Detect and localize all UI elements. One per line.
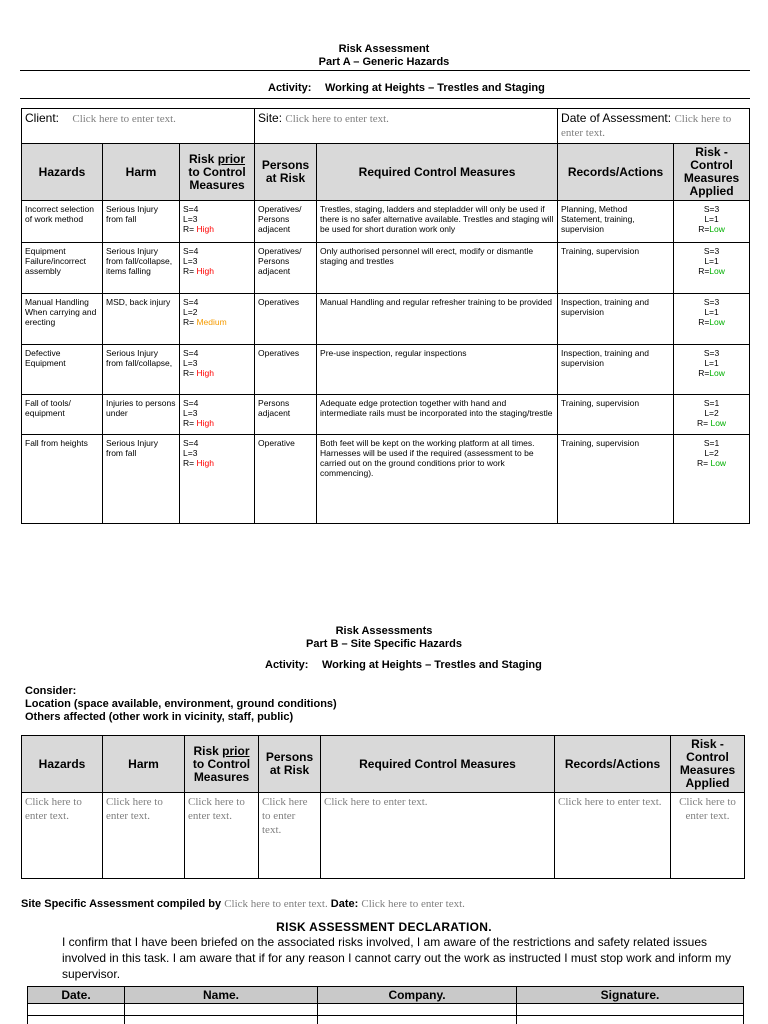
col-risk-prior: Risk prior to Control Measures <box>180 144 255 201</box>
risk-rating: R= High <box>183 418 214 428</box>
risk-rating-value: Medium <box>196 317 227 327</box>
records-cell: Training, supervision <box>558 395 674 435</box>
ctrl-rating-value: Low <box>710 458 727 468</box>
risk-likelihood: L=3 <box>183 214 198 224</box>
risk-applied-cell <box>674 243 750 294</box>
risk-severity: S=4 <box>183 297 199 307</box>
b-col-harm: Harm <box>103 736 185 793</box>
measures-cell: Only authorised personnel will erect, modify or dismantle staging and trestles <box>317 243 558 294</box>
col-harm: Harm <box>103 144 180 201</box>
persons-cell: Operatives/ Persons adjacent <box>255 201 317 243</box>
hazard-cell: Incorrect selection of work method <box>22 201 103 243</box>
part-a-activity-label: Activity: <box>268 82 312 94</box>
ctrl-severity: S=3 <box>703 204 720 214</box>
col-persons: Persons at Risk <box>255 144 317 201</box>
harm-cell: Serious Injury from fall <box>103 201 180 243</box>
ctrl-severity: S=1 <box>703 398 720 408</box>
part-a-activity-value: Working at Heights – Trestles and Staging <box>325 82 545 94</box>
risk-severity: S=4 <box>183 398 199 408</box>
risk-prior-cell <box>180 201 255 243</box>
signoff-signature-cell[interactable] <box>517 1004 744 1016</box>
ctrl-severity: S=3 <box>703 348 720 358</box>
ctrl-rating: R=Low <box>698 266 725 276</box>
risk-likelihood: L=3 <box>183 408 198 418</box>
part-b-activity-value: Working at Heights – Trestles and Staging <box>322 659 542 671</box>
ctrl-rating-value: Low <box>710 418 727 428</box>
ctrl-likelihood: L=1 <box>704 256 719 266</box>
client-field[interactable]: Click here to enter text. <box>72 113 176 125</box>
signoff-col-signature: Signature. <box>517 987 744 1004</box>
col-records: Records/Actions <box>558 144 674 201</box>
risk-applied-cell <box>674 345 750 395</box>
risk-prior-cell <box>180 294 255 345</box>
signoff-company-cell[interactable] <box>318 1016 517 1024</box>
risk-prior-cell <box>180 345 255 395</box>
b-col-records: Records/Actions <box>555 736 671 793</box>
risk-severity: S=4 <box>183 348 199 358</box>
b-col-hazards: Hazards <box>22 736 103 793</box>
site-label: Site: <box>258 111 283 125</box>
risk-prior-cell <box>180 395 255 435</box>
ctrl-rating: R=Low <box>698 317 725 327</box>
ctrl-rating-value: Low <box>709 317 725 327</box>
generic-hazards-table <box>21 108 750 524</box>
ctrl-likelihood: L=2 <box>704 408 719 418</box>
ctrl-severity: S=1 <box>703 438 720 448</box>
site-cell[interactable] <box>255 109 558 144</box>
date-label: Date of Assessment: <box>561 111 672 125</box>
b-measures-field[interactable]: Click here to enter text. <box>321 793 555 879</box>
signoff-col-date: Date. <box>28 987 125 1004</box>
persons-cell: Operatives/ Persons adjacent <box>255 243 317 294</box>
b-col-measures: Required Control Measures <box>321 736 555 793</box>
ctrl-rating-value: Low <box>709 266 725 276</box>
compiled-field[interactable]: Click here to enter text. <box>224 898 328 910</box>
risk-rating: R= High <box>183 368 214 378</box>
site-field[interactable]: Click here to enter text. <box>285 113 389 125</box>
signoff-table <box>27 986 744 1024</box>
signoff-col-name: Name. <box>125 987 318 1004</box>
measures-cell: Pre-use inspection, regular inspections <box>317 345 558 395</box>
col-measures: Required Control Measures <box>317 144 558 201</box>
records-cell: Planning, Method Statement, training, supervision <box>558 201 674 243</box>
part-b-activity-label: Activity: <box>265 659 309 671</box>
risk-severity: S=4 <box>183 246 199 256</box>
declaration-title: RISK ASSESSMENT DECLARATION. <box>276 920 492 934</box>
b-col-risk-applied: Risk - Control Measures Applied <box>671 736 745 793</box>
b-records-field[interactable]: Click here to enter text. <box>555 793 671 879</box>
part-a-divider <box>20 70 750 71</box>
b-col-persons: Persons at Risk <box>259 736 321 793</box>
ctrl-likelihood: L=1 <box>704 214 719 224</box>
harm-cell: Injuries to persons under <box>103 395 180 435</box>
date-cell[interactable] <box>558 109 750 144</box>
persons-cell: Operatives <box>255 294 317 345</box>
ctrl-likelihood: L=2 <box>704 448 719 458</box>
risk-rating: R= Medium <box>183 317 227 327</box>
risk-likelihood: L=3 <box>183 448 198 458</box>
declaration-text: I confirm that I have been briefed on the associated risks involved, I am aware of the restrictions and safety related issues involved in this task. I am aware that if for any reason I cannot carry out the work as instructed I must stop work and inform my supervisor. <box>62 935 731 981</box>
ctrl-rating-value: Low <box>709 368 725 378</box>
risk-applied-cell <box>674 294 750 345</box>
site-specific-table <box>21 735 745 879</box>
measures-cell: Manual Handling and regular refresher training to be provided <box>317 294 558 345</box>
hazard-row <box>22 201 750 243</box>
consider-heading: Consider: <box>25 685 77 697</box>
signoff-company-cell[interactable] <box>318 1004 517 1016</box>
risk-prior-cell <box>180 243 255 294</box>
signoff-name-cell[interactable] <box>125 1016 318 1024</box>
risk-applied-cell <box>674 201 750 243</box>
harm-cell: MSD, back injury <box>103 294 180 345</box>
date-field[interactable]: Click here to enter text. <box>561 113 732 139</box>
client-cell[interactable] <box>22 109 255 144</box>
measures-cell: Adequate edge protection together with hand and intermediate rails must be incorporated into the staging/trestle <box>317 395 558 435</box>
harm-cell: Serious Injury from fall <box>103 435 180 524</box>
risk-rating-value: High <box>196 368 214 378</box>
ctrl-likelihood: L=1 <box>704 358 719 368</box>
col-hazards: Hazards <box>22 144 103 201</box>
records-cell: Training, supervision <box>558 435 674 524</box>
ctrl-rating: R= Low <box>697 418 727 428</box>
hazard-cell: Manual Handling When carrying and erecting <box>22 294 103 345</box>
signoff-date-cell[interactable] <box>28 1016 125 1024</box>
compiled-date-label: Date: <box>330 898 359 910</box>
risk-rating: R= High <box>183 224 214 234</box>
risk-rating: R= High <box>183 458 214 468</box>
b-col-risk-prior: Risk prior to Control Measures <box>185 736 259 793</box>
hazard-row <box>22 345 750 395</box>
hazard-row <box>22 243 750 294</box>
ctrl-rating: R=Low <box>698 224 725 234</box>
records-cell: Inspection, training and supervision <box>558 294 674 345</box>
risk-rating: R= High <box>183 266 214 276</box>
risk-likelihood: L=2 <box>183 307 198 317</box>
ctrl-severity: S=3 <box>703 297 720 307</box>
hazard-cell: Equipment Failure/incorrect assembly <box>22 243 103 294</box>
b-harm-field[interactable]: Click here to enter text. <box>103 793 185 879</box>
ctrl-severity: S=3 <box>703 246 720 256</box>
risk-likelihood: L=3 <box>183 256 198 266</box>
measures-cell: Both feet will be kept on the working platform at all times. Harnesses will be used if the required (assessment to be carried out on the ground conditions prior to work commencing). <box>317 435 558 524</box>
signoff-date-cell[interactable] <box>28 1004 125 1016</box>
risk-severity: S=4 <box>183 438 199 448</box>
harm-cell: Serious Injury from fall/collapse, items falling <box>103 243 180 294</box>
risk-applied-cell <box>674 435 750 524</box>
hazard-cell: Fall of tools/ equipment <box>22 395 103 435</box>
risk-likelihood: L=3 <box>183 358 198 368</box>
b-persons-field[interactable]: Click here to enter text. <box>259 793 321 879</box>
part-b-title: Risk Assessments <box>335 625 433 637</box>
records-cell: Inspection, training and supervision <box>558 345 674 395</box>
ctrl-rating: R= Low <box>697 458 727 468</box>
part-a-title: Risk Assessment <box>338 43 430 55</box>
risk-rating-value: High <box>196 458 214 468</box>
signoff-signature-cell[interactable] <box>517 1016 744 1024</box>
compiled-label: Site Specific Assessment compiled by <box>21 898 222 910</box>
persons-cell: Operatives <box>255 345 317 395</box>
signoff-col-company: Company. <box>318 987 517 1004</box>
risk-rating-value: High <box>196 224 214 234</box>
b-risk-applied-field[interactable]: Click here to enter text. <box>671 793 745 879</box>
risk-applied-cell <box>674 395 750 435</box>
hazard-cell: Defective Equipment <box>22 345 103 395</box>
records-cell: Training, supervision <box>558 243 674 294</box>
b-risk-prior-field[interactable]: Click here to enter text. <box>185 793 259 879</box>
measures-cell: Trestles, staging, ladders and stepladder will only be used if there is no safer alternative available. Trestles and staging will be used for short duration work only <box>317 201 558 243</box>
risk-prior-cell <box>180 435 255 524</box>
persons-cell: Operative <box>255 435 317 524</box>
col-risk-applied: Risk - Control Measures Applied <box>674 144 750 201</box>
compiled-date-field[interactable]: Click here to enter text. <box>361 898 465 910</box>
persons-cell: Persons adjacent <box>255 395 317 435</box>
part-b-subtitle: Part B – Site Specific Hazards <box>306 638 462 650</box>
compiled-by-line <box>21 898 465 910</box>
risk-severity: S=4 <box>183 204 199 214</box>
signoff-name-cell[interactable] <box>125 1004 318 1016</box>
client-label: Client: <box>25 111 60 125</box>
part-a-subtitle: Part A – Generic Hazards <box>318 56 450 68</box>
consider-location: Location (space available, environment, ground conditions) <box>25 698 337 710</box>
harm-cell: Serious Injury from fall/collapse, <box>103 345 180 395</box>
risk-rating-value: High <box>196 418 214 428</box>
hazard-row <box>22 294 750 345</box>
ctrl-likelihood: L=1 <box>704 307 719 317</box>
b-hazard-field[interactable]: Click here to enter text. <box>22 793 103 879</box>
part-a-divider-2 <box>20 98 750 99</box>
hazard-cell: Fall from heights <box>22 435 103 524</box>
ctrl-rating: R=Low <box>698 368 725 378</box>
hazard-row <box>22 395 750 435</box>
risk-rating-value: High <box>196 266 214 276</box>
consider-others: Others affected (other work in vicinity, staff, public) <box>25 711 294 723</box>
hazard-row <box>22 435 750 524</box>
ctrl-rating-value: Low <box>709 224 725 234</box>
